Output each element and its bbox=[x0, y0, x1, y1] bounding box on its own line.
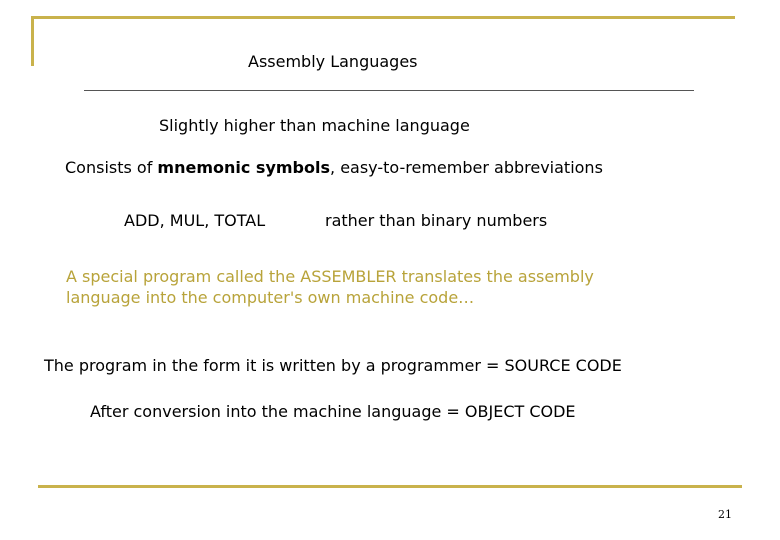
mnemonic-suffix: , easy-to-remember abbreviations bbox=[330, 158, 603, 177]
frame-bottom-border bbox=[38, 485, 742, 488]
assembler-description-line2: language into the computer's own machine code… bbox=[66, 288, 475, 307]
assembler-description-line1: A special program called the ASSEMBLER translates the assembly bbox=[66, 267, 594, 286]
mnemonic-bold-term: mnemonic symbols bbox=[157, 158, 331, 177]
mnemonic-prefix: Consists of bbox=[65, 158, 158, 177]
source-code-definition: The program in the form it is written by a programmer = SOURCE CODE bbox=[44, 356, 622, 375]
slide-title: Assembly Languages bbox=[248, 52, 418, 71]
frame-left-border bbox=[31, 16, 34, 66]
bullet-mnemonic-symbols bbox=[65, 158, 603, 178]
example-mnemonics: ADD, MUL, TOTAL bbox=[124, 211, 266, 230]
frame-top-border bbox=[31, 16, 735, 19]
assembler-description bbox=[66, 266, 686, 308]
page-number: 21 bbox=[718, 508, 732, 521]
object-code-definition: After conversion into the machine language = OBJECT CODE bbox=[90, 402, 576, 421]
title-divider bbox=[84, 90, 694, 91]
bullet-higher-than-machine: Slightly higher than machine language bbox=[159, 116, 470, 135]
binary-contrast: rather than binary numbers bbox=[325, 211, 548, 230]
